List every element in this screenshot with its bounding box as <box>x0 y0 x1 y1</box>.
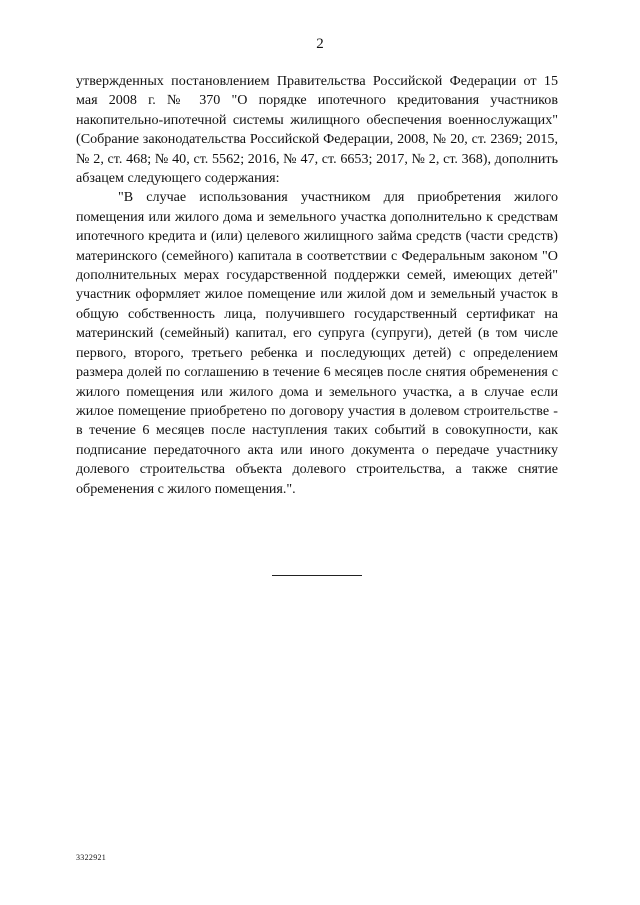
page-number: 2 <box>316 36 324 52</box>
document-body <box>76 72 558 499</box>
end-of-text-line <box>272 575 362 576</box>
document-code: 3322921 <box>76 853 107 862</box>
paragraph-amendment-text: "В случае использования участником для приобретения жилого помещения или жилого дома и земельного участка дополнительно к средствам ипотечного кредита и (или) целевого жилищного займа средств (части средств) материнского (семейного) капитала в соответствии с Федеральным законом "О дополнительных мерах государственной поддержки семей, имеющих детей" участник оформляет жилое помещение или жилой дом и земельный участок в общую собственность лица, получившего государственный сертификат на материнский (семейный) капитал, его супруга (супруги), детей (в том числе первого, второго, третьего ребенка и последующих детей) с определением размера долей по соглашению в течение 6 месяцев после снятия обременения с жилого помещения или жилого дома и земельного участка, а в случае если жилое помещение приобретено по договору участия в долевом строительстве - в течение 6 месяцев после наступления таких событий в совокупности, как подписание передаточного акта или иного документа о передаче участнику долевого строительства объекта долевого строительства, а также снятие обременения с жилого помещения.". <box>76 189 558 497</box>
paragraph-continuation: утвержденных постановлением Правительства Российской Федерации от 15 мая 2008 г. № 370 "О порядке ипотечного кредитования участников накопительно-ипотечной системы жилищного обеспечения военнослужащих" (Собрание законодательства Российской Федерации, 2008, № 20, ст. 2369; 2015, № 2, ст. 468; № 40, ст. 5562; 2016, № 47, ст. 6653; 2017, № 2, ст. 368), дополнить абзацем следующего содержания: <box>76 73 558 187</box>
